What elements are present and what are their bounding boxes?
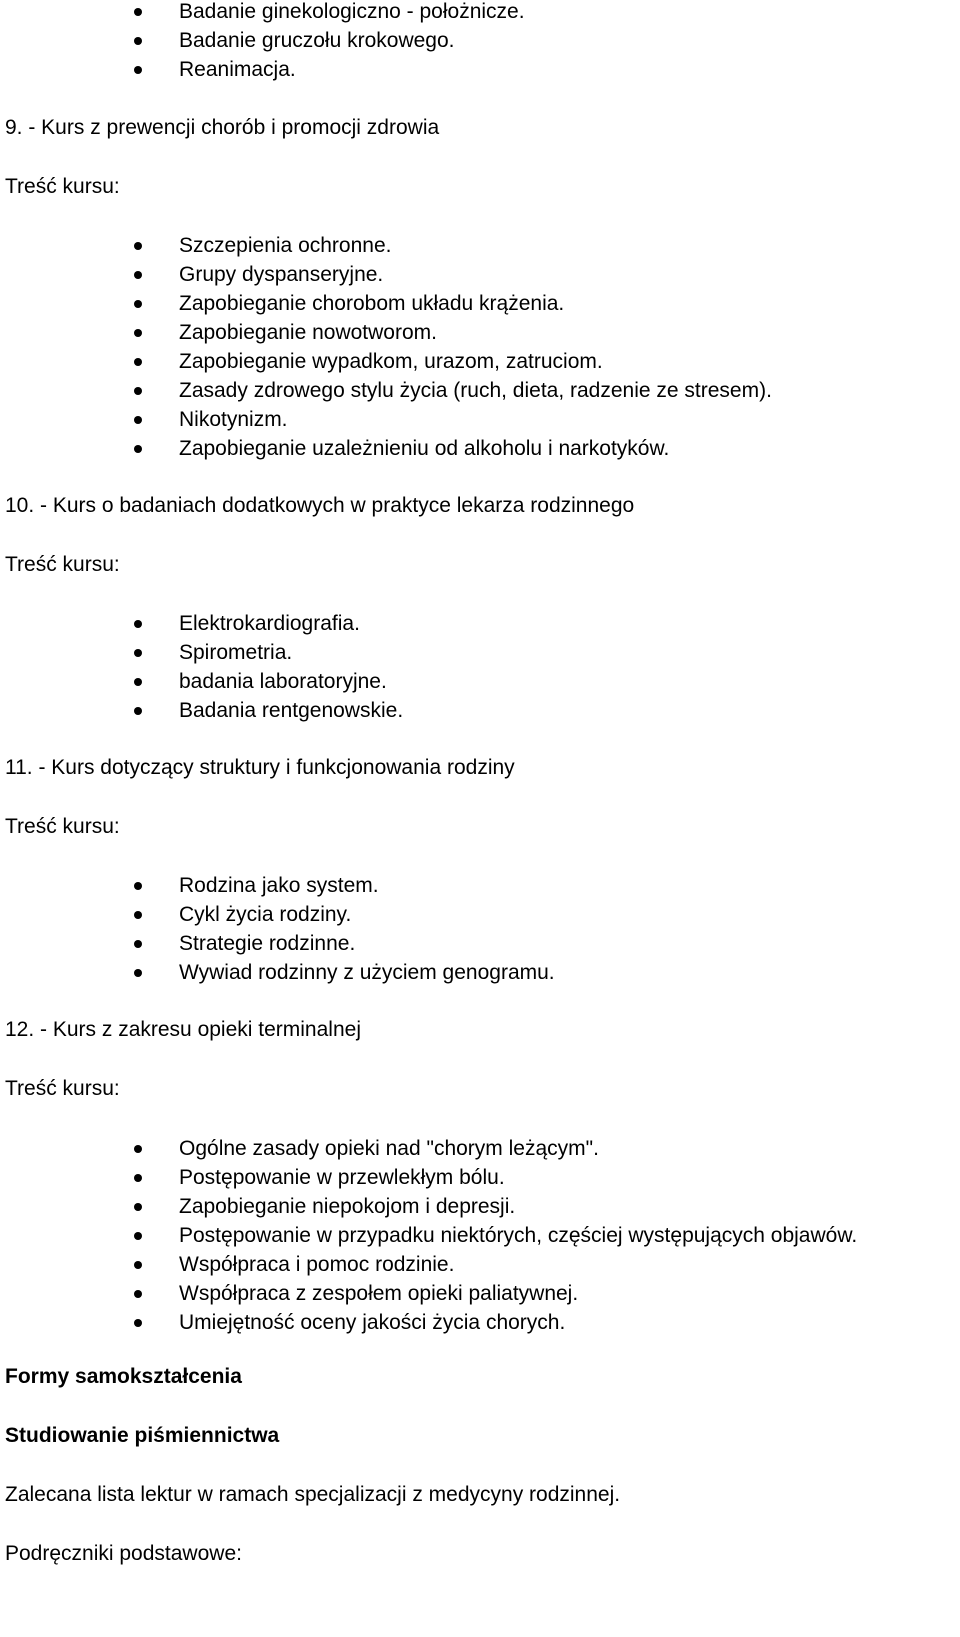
list-item: Postępowanie w przypadku niektórych, częściej występujących objawów. [179, 1224, 858, 1247]
bullet-icon [134, 911, 142, 919]
list-item: Strategie rodzinne. [179, 932, 356, 955]
list-item: badania laboratoryjne. [179, 670, 387, 693]
list-item: Reanimacja. [179, 58, 296, 81]
list-item: Elektrokardiografia. [179, 612, 360, 635]
list-item: Umiejętność oceny jakości życia chorych. [179, 1311, 566, 1334]
list-item: Badania rentgenowskie. [179, 699, 404, 722]
list-item: Zapobieganie uzależnieniu od alkoholu i narkotyków. [179, 437, 670, 460]
bullet-icon [134, 620, 142, 628]
bullet-icon [134, 271, 142, 279]
list-item: Spirometria. [179, 641, 293, 664]
course-11-content-label: Treść kursu: [5, 815, 120, 838]
bullet-icon [134, 8, 142, 16]
list-item: Zasady zdrowego stylu życia (ruch, dieta, radzenie ze stresem). [179, 379, 772, 402]
course-11-heading: 11. - Kurs dotyczący struktury i funkcjonowania rodziny [5, 756, 515, 779]
course-12-content-label: Treść kursu: [5, 1077, 120, 1100]
bullet-icon [134, 329, 142, 337]
list-item: Nikotynizm. [179, 408, 288, 431]
bullet-icon [134, 882, 142, 890]
list-item: Współpraca i pomoc rodzinie. [179, 1253, 455, 1276]
bullet-icon [134, 1203, 142, 1211]
list-item: Postępowanie w przewlekłym bólu. [179, 1166, 505, 1189]
course-10-heading: 10. - Kurs o badaniach dodatkowych w praktyce lekarza rodzinnego [5, 494, 635, 517]
list-item: Zapobieganie wypadkom, urazom, zatruciom. [179, 350, 603, 373]
bullet-icon [134, 649, 142, 657]
bullet-icon [134, 300, 142, 308]
list-item: Badanie gruczołu krokowego. [179, 29, 455, 52]
bullet-icon [134, 969, 142, 977]
bullet-icon [134, 1261, 142, 1269]
list-item: Zapobieganie chorobom układu krążenia. [179, 292, 565, 315]
bullet-icon [134, 1145, 142, 1153]
textbooks-label: Podręczniki podstawowe: [5, 1542, 242, 1565]
list-item: Zapobieganie niepokojom i depresji. [179, 1195, 516, 1218]
list-item: Szczepienia ochronne. [179, 234, 392, 257]
bullet-icon [134, 358, 142, 366]
list-item: Zapobieganie nowotworom. [179, 321, 437, 344]
bullet-icon [134, 37, 142, 45]
course-10-content-label: Treść kursu: [5, 553, 120, 576]
list-item: Cykl życia rodziny. [179, 903, 352, 926]
bullet-icon [134, 1174, 142, 1182]
bullet-icon [134, 1319, 142, 1327]
list-item: Współpraca z zespołem opieki paliatywnej. [179, 1282, 579, 1305]
bullet-icon [134, 707, 142, 715]
course-9-heading: 9. - Kurs z prewencji chorób i promocji zdrowia [5, 116, 440, 139]
list-item: Grupy dyspanseryjne. [179, 263, 384, 286]
bullet-icon [134, 242, 142, 250]
section-subtitle-literature: Studiowanie piśmiennictwa [5, 1424, 280, 1447]
section-title-self-study: Formy samokształcenia [5, 1365, 242, 1388]
bullet-icon [134, 387, 142, 395]
course-9-content-label: Treść kursu: [5, 175, 120, 198]
bullet-icon [134, 1290, 142, 1298]
course-12-heading: 12. - Kurs z zakresu opieki terminalnej [5, 1018, 361, 1041]
list-item: Badanie ginekologiczno - położnicze. [179, 0, 525, 23]
list-item: Ogólne zasady opieki nad "chorym leżącym". [179, 1137, 599, 1160]
bullet-icon [134, 678, 142, 686]
bullet-icon [134, 940, 142, 948]
bullet-icon [134, 416, 142, 424]
reading-list-text: Zalecana lista lektur w ramach specjalizacji z medycyny rodzinnej. [5, 1483, 621, 1506]
list-item: Rodzina jako system. [179, 874, 379, 897]
bullet-icon [134, 1232, 142, 1240]
bullet-icon [134, 445, 142, 453]
bullet-icon [134, 66, 142, 74]
list-item: Wywiad rodzinny z użyciem genogramu. [179, 961, 555, 984]
